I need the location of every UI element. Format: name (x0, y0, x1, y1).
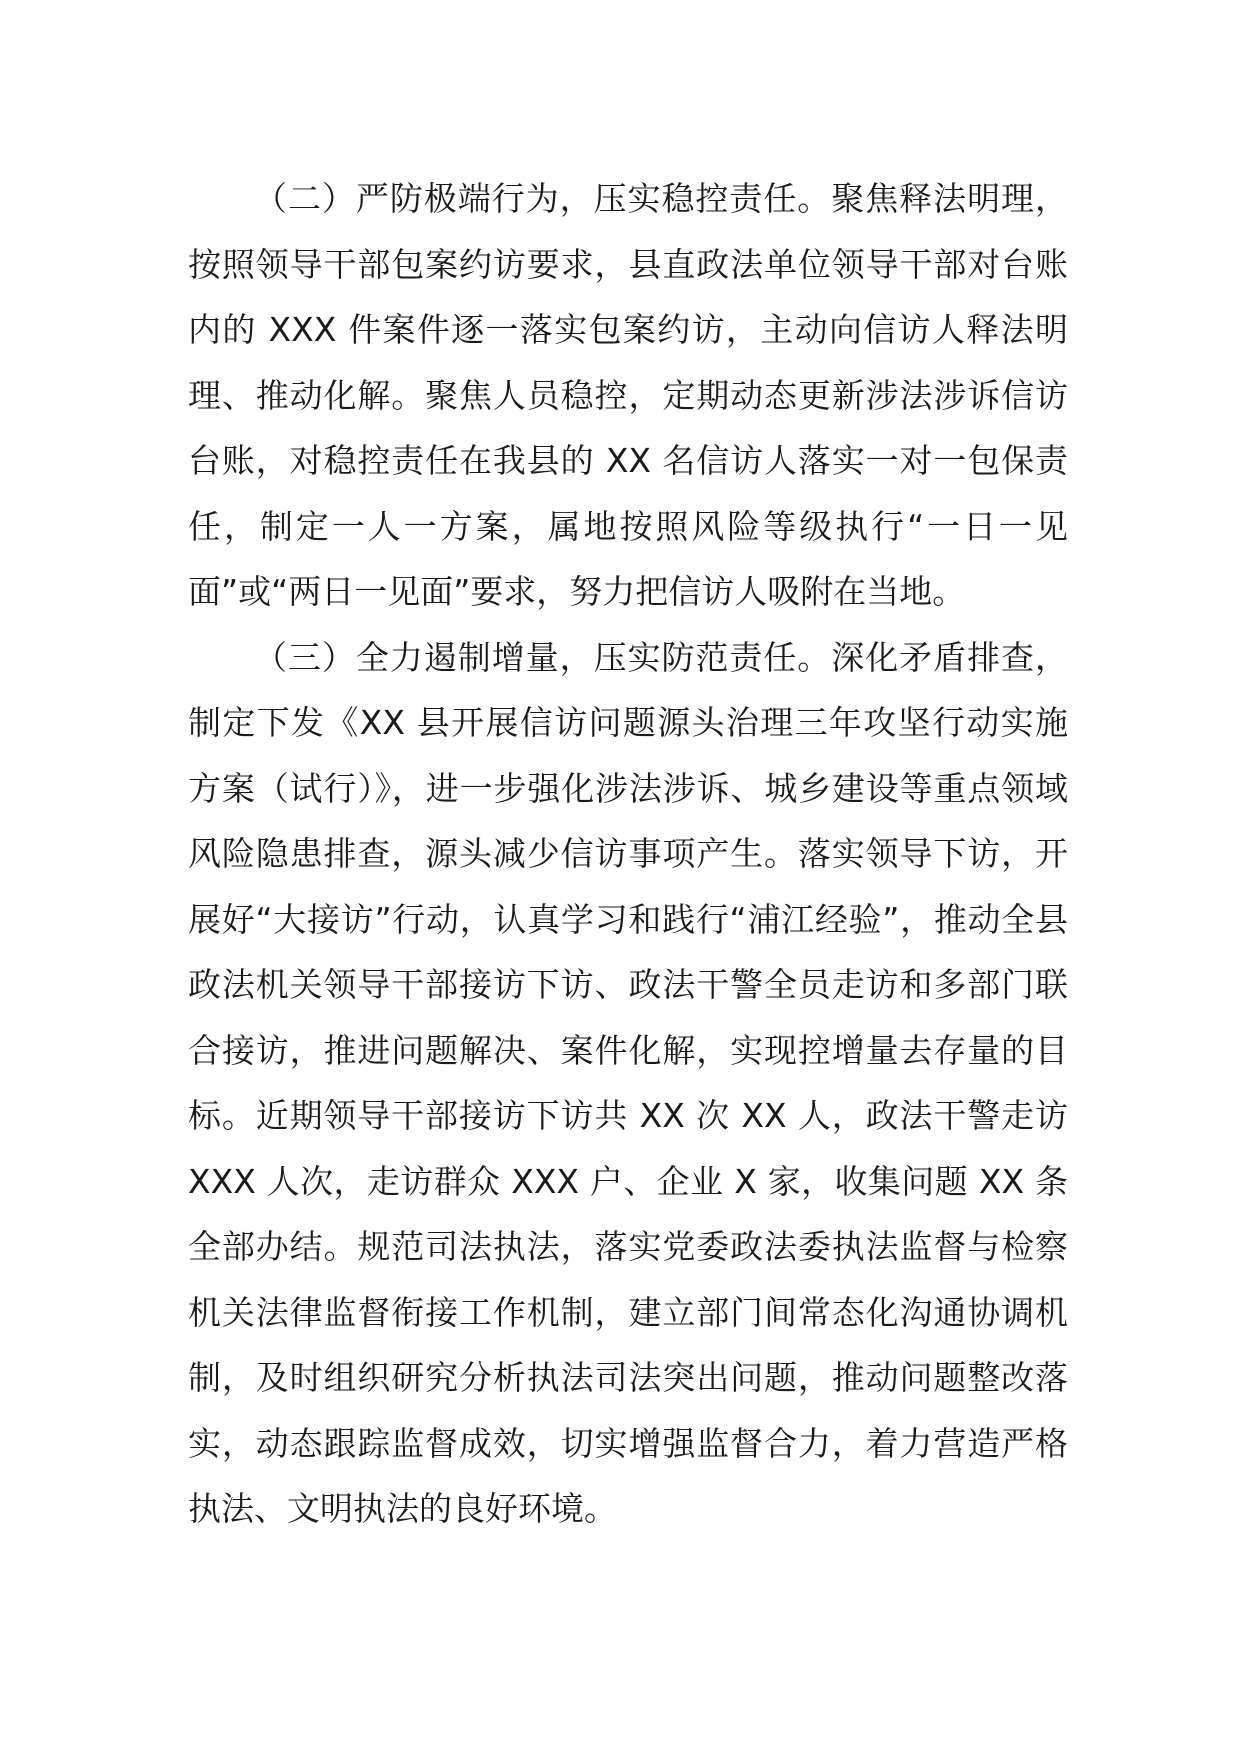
paragraph-curb-increment: （三）全力遏制增量，压实防范责任。深化矛盾排查，制定下发《XX 县开展信访问题源头治理三年攻坚行动实施方案（试行）》，进一步强化涉法涉诉、城乡建设等重点领域风险隐患排查，源头减少信访事项产生。落实领导下访，开展好“大接访”行动，认真学习和践行“浦江经验”，推动全县政法机关领导干部接访下访、政法干警全员走访和多部门联合接访，推进问题解决、案件化解，实现控增量去存量的目标。近期领导干部接访下访共 XX 次 XX 人，政法干警走访 XXX 人次，走访群众 XXX 户、企业 X 家，收集问题 XX 条全部办结。规范司法执法，落实党委政法委执法监督与检察机关法律监督衔接工作机制，建立部门间常态化沟通协调机制，及时组织研究分析执法司法突出问题，推动问题整改落实，动态跟踪监督成效，切实增强监督合力，着力营造严格执法、文明执法的良好环境。 (188, 637, 1068, 1528)
paragraph-prevent-extreme-behavior: （二）严防极端行为，压实稳控责任。聚焦释法明理，按照领导干部包案约访要求，县直政法单位领导干部对台账内的 XXX 件案件逐一落实包案约访，主动向信访人释法明理、推动化解。聚焦人员稳控，定期动态更新涉法涉诉信访台账，对稳控责任在我县的 XX 名信访人落实一对一包保责任，制定一人一方案，属地按照风险等级执行“一日一见面”或“两日一见面”要求，努力把信访人吸附在当地。 (188, 179, 1068, 611)
document-body (188, 166, 1068, 1542)
